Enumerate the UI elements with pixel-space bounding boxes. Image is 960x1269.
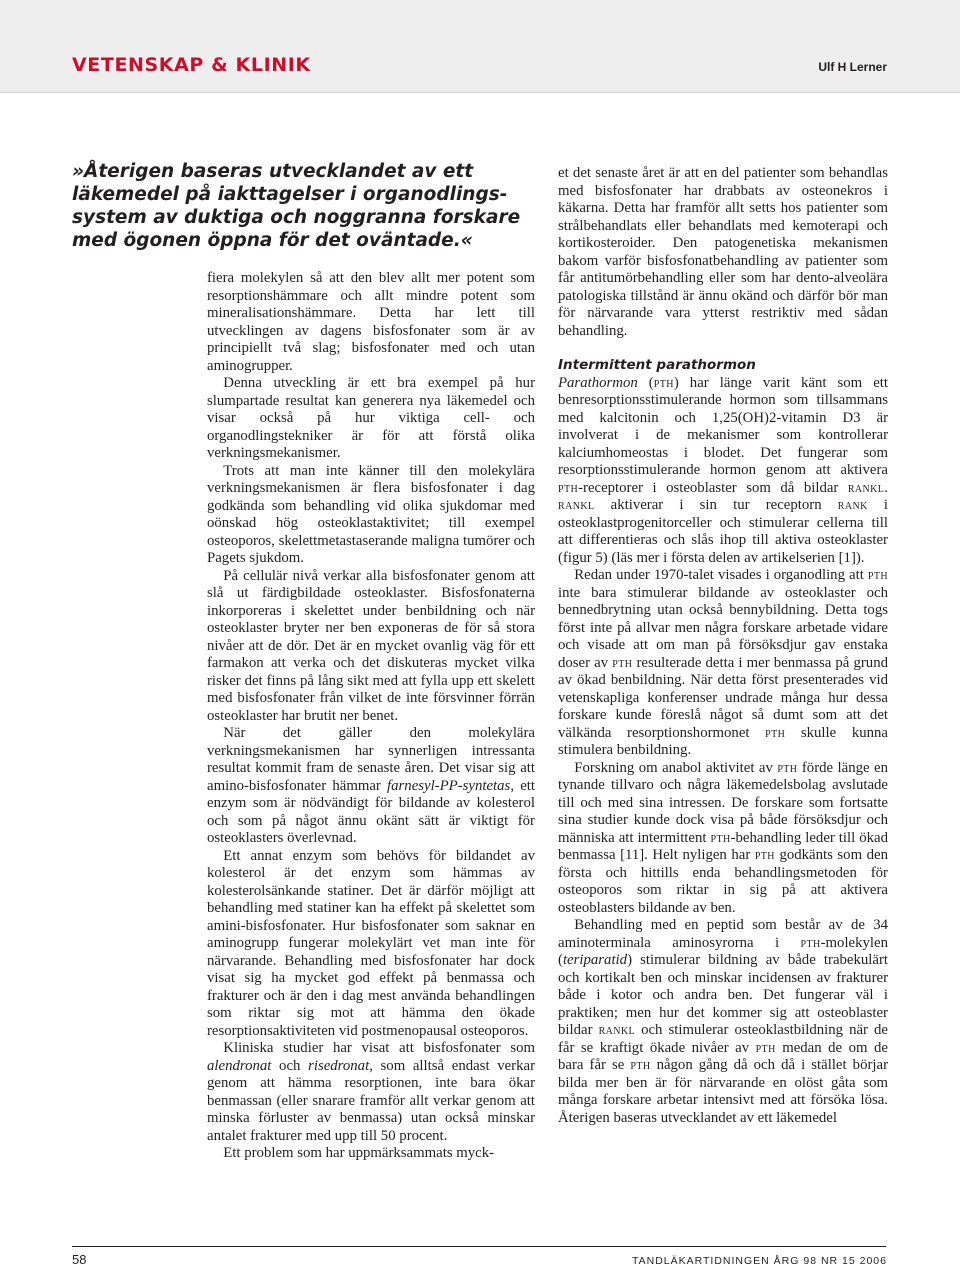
footer-divider [72, 1246, 886, 1247]
drug-name: risedronat [308, 1057, 370, 1074]
section-title: VETENSKAP & KLINIK [72, 54, 311, 76]
paragraph: Redan under 1970-talet visades i organodling att pth inte bara stimulerar bildande av osteoklaster och bennedbrytning utan också bennybildning. Detta togs först inte på allvar men några forskare arbetade vidare och visade att om man på försöksdjur gav enstaka doser av pth resulterade detta i mer benmassa på grund av ökad benbildning. När detta först presenterades vid vetenskapliga konferenser undrade många hur dessa forskare kunde föreslå något så dumt som att det välkända resorptionshormonet pth skulle kunna stimulera benbildning. [558, 567, 888, 758]
text-column-left [207, 270, 535, 1163]
drug-name: alendronat [207, 1057, 272, 1074]
text-column-right [558, 165, 888, 1127]
enzyme-term: farnesyl-PP-syntetas [387, 777, 511, 794]
paragraph: fiera molekylen så att den blev allt mer potent som resorptionshämmare och allt mindre potent som mineralisationshämmare. Detta har lett till utvecklingen av dagens bisfosfonater som är av principiellt två slag; bisfosfonater med och utan aminogrupper. [207, 270, 535, 374]
paragraph: Parathormon (pth) har länge varit känt som ett benresorptionsstimulerande hormon som tillsammans med kalcitonin och 1,25(OH)2-vitamin D3 är involverat i de mekanismer som kontrollerar kalciumhomeostas i blodet. Det fungerar som resorptionsstimulerande hormon genom att aktivera pth-receptorer i osteoblaster som då bildar rankl. rankl aktiverar i sin tur receptorn rank i osteoklastprogenitorceller och stimulerar cellerna till att differentieras och slås ihop till aktiva osteoklaster (figur 5) (läs mer i första delen av artikelserien [1]). [558, 374, 889, 566]
author-name: Ulf H Lerner [818, 60, 887, 74]
journal-issue: TANDLÄKARTIDNINGEN ÅRG 98 NR 15 2006 [631, 1255, 887, 1267]
section-header [0, 0, 960, 93]
paragraph: Kliniska studier har visat att bisfosfonater som alendronat och risedronat, som alltså endast verkar genom att hämma resorptionen, inte bara ökar benmassan (eller snarare framför allt verkar genom att minska förluster av benmassa) utan också minskar antalet frakturer med upp till 50 procent. [207, 1040, 535, 1144]
paragraph: Ett annat enzym som behövs för bildandet av kolesterol är det enzym som hämmas av kolesterolsänkande statiner. Det är därför möjligt att behandling med statiner kan ha effekt på skelettet som amini-bisfosfonater. Hur bisfosfonater som saknar en aminogrupp fungerar molekylärt vet man inte för närvarande. Behandling med bisfosfonater har dock visat sig ha mycket god effekt på benmassa och frakturer och är den i dag mest använda behandlingen som riktar sig mot att hämma den ökade resorptionsaktiviteten vid postmenopausal osteoporos. [207, 847, 535, 1039]
paragraph: et det senaste året är att en del patienter som behandlas med bisfosfonater har drabbats av osteonekros i käkarna. Detta har framför allt setts hos patienter som strålbehandlats eller behandlats med kemoterapi och kortikosteroider. Den patogenetiska mekanismen bakom varför bisfosfonatbehandling av patienter som får antitumörbehandling eller som har dento-alveolära patologiska tillstånd är ännu okänd och därför bör man för närvarande vara ytterst restriktiv med sådan behandling. [558, 165, 888, 339]
paragraph: Ett problem som har uppmärksammats myck- [223, 1145, 495, 1161]
paragraph: Denna utveckling är ett bra exempel på hur slumpartade resultat kan generera nya läkemedel och visar också på hur viktiga cell- och organodlingstekniker är för att förstå olika verkningsmekanismer. [207, 375, 535, 461]
pull-quote: »Återigen baseras utvecklandet av ett läkemedel på iakttagelser i organodlings-system av duktiga och noggranna forskare med ögonen öppna för det oväntade.« [72, 161, 521, 251]
paragraph: På cellulär nivå verkar alla bisfosfonater genom att slå ut färdigbildade osteoklaster. Bisfosfonaterna inkorporeras i skelettet under benbildning och när osteoklaster bryter ner ben exponeras de för så stora nivåer att de dör. Det är en mycket ovanlig väg för ett farmakon att verka och det diskuteras mycket vilka risker det finns på lång sikt med att fylla upp ett skelett med bisfosfonater från vilket de inte försvinner förrän osteoklaster har brutit ner benet. [207, 567, 535, 724]
paragraph: Trots att man inte känner till den molekylära verkningsmekanismen är flera bisfosfonater i dag godkända som behandling vid olika sjukdomar med oönskad hög osteoklastaktivitet; till exempel osteoporos, skelettmetastaserande maligna tumörer och Pagets sjukdom. [207, 462, 535, 566]
paragraph: Behandling med en peptid som består av de 34 aminoterminala aminosyrorna i pth-molekylen (teriparatid) stimulerar bildning av både trabekulärt och kortikalt ben och minskar incidensen av frakturer både i kotor och andra ben. Det fungerar väl i praktiken; men hur det kommer sig att osteoblaster bildar rankl och stimulerar osteoklastbildning när de får se kraftigt ökade nivåer av pth medan de om de bara får se pth någon gång då och då i stället börjar bilda mer ben är för närvarande en olöst gåta som många forskare arbetar intensivt med att försöka lösa. Återigen baseras utvecklandet av ett läkemedel [558, 917, 889, 1126]
paragraph: När det gäller den molekylära verkningsmekanismen har synnerligen intressanta resultat kommit fram de senaste åren. Det visar sig att amino-bisfosfonater hämmar farnesyl-PP-syntetas, ett enzym som är nödvändigt för bildande av kolesterol och som på något ännu okänt sätt är viktigt för osteoklasters överlevnad. [207, 725, 535, 846]
paragraph: Forskning om anabol aktivitet av pth förde länge en tynande tillvaro och några läkemedelsbolag avslutade till och med sina intressen. De forskare som fortsatte sina studier kunde dock visa på både försöksdjur och människa att intermittent pth-behandling leder till ökad benmassa [11]. Helt nyligen har pth godkänts som den första och hittills enda behandlingsmetoden för osteoporos som riktar in sig på att aktivera osteoblasters bildande av ben. [558, 759, 889, 916]
page-number: 58 [72, 1252, 87, 1267]
subheading: Intermittent parathormon [558, 357, 756, 373]
